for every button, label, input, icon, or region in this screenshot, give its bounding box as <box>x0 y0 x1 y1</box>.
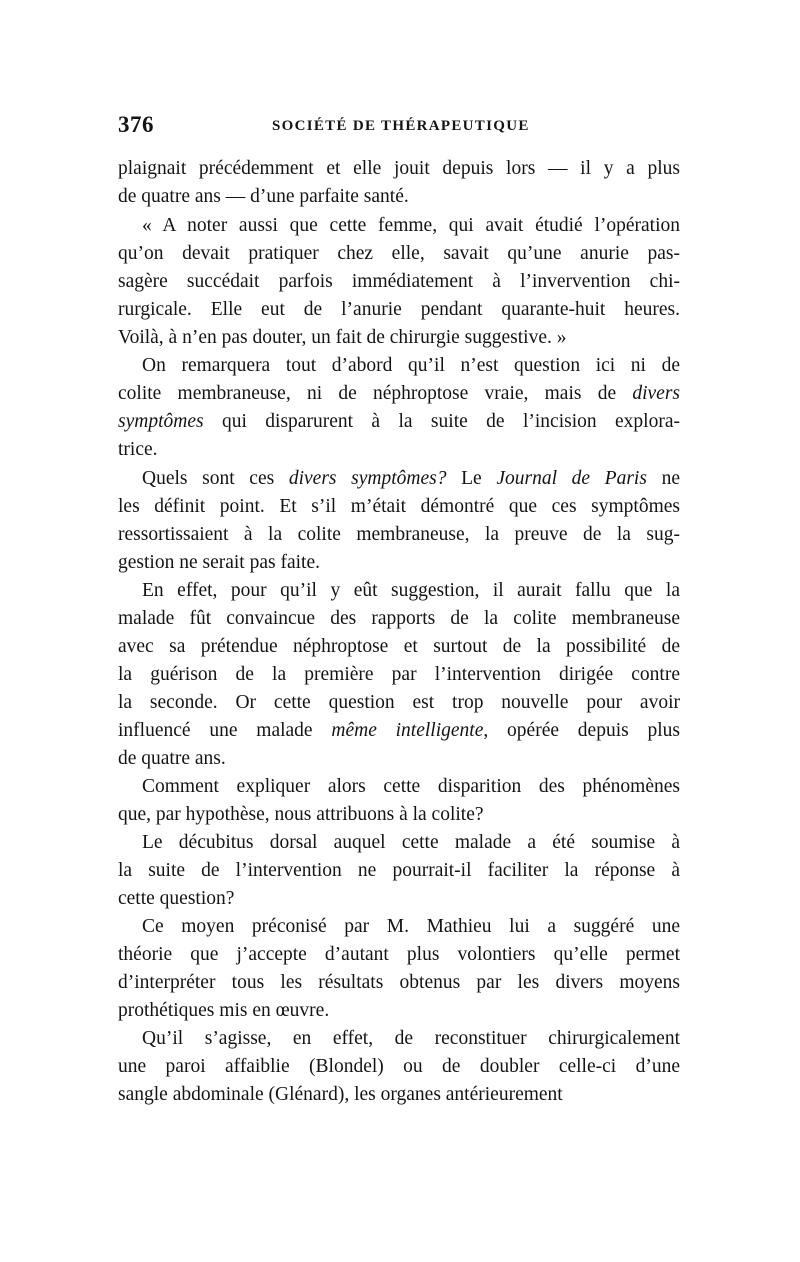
page-header <box>118 112 680 142</box>
text-segment: sangle abdominale (Glénard), les organes antérieurement <box>118 1084 563 1105</box>
text-segment: « A noter aussi que cette femme, qui avait étudié l’opération <box>142 215 680 236</box>
italic-text: même intelligente <box>331 720 484 741</box>
text-line <box>118 550 680 576</box>
italic-text: symptômes <box>118 411 204 432</box>
text-segment: cette question? <box>118 888 235 909</box>
text-line <box>118 998 680 1024</box>
text-segment: d’interpréter tous les résultats obtenus par les divers moyens <box>118 972 680 993</box>
text-segment: une paroi affaiblie (Blondel) ou de doubler celle-ci d’une <box>118 1056 680 1077</box>
text-segment: ne <box>646 468 681 489</box>
text-line <box>118 437 680 463</box>
text-segment: plaignait précédemment et elle jouit depuis lors — il y a plus <box>118 158 680 179</box>
text-segment: Quels sont ces <box>142 468 289 489</box>
italic-text: divers <box>632 383 680 404</box>
text-line <box>118 942 680 968</box>
running-head: SOCIÉTÉ DE THÉRAPEUTIQUE <box>272 118 530 134</box>
text-segment: la guérison de la première par l’intervention dirigée contre <box>118 664 680 685</box>
text-line <box>118 662 680 688</box>
text-line <box>142 466 680 492</box>
text-line <box>118 269 680 295</box>
text-segment: ressortissaient à la colite membraneuse, la preuve de la sug- <box>118 524 680 545</box>
text-segment: qui disparurent à la suite de l’incision explora- <box>203 411 680 432</box>
text-segment: Le <box>446 468 497 489</box>
text-segment: avec sa prétendue néphroptose et surtout de la possibilité de <box>118 636 680 657</box>
text-segment: gestion ne serait pas faite. <box>118 552 320 573</box>
text-segment: sagère succédait parfois immédiatement à l’invervention chi- <box>118 271 680 292</box>
text-line <box>118 156 680 182</box>
text-segment: , opérée depuis plus <box>483 720 680 741</box>
text-line <box>118 802 680 828</box>
text-line <box>118 718 680 744</box>
page-number: 376 <box>118 112 154 137</box>
text-line <box>118 886 680 912</box>
text-line <box>118 241 680 267</box>
text-segment: que, par hypothèse, nous attribuons à la colite? <box>118 804 484 825</box>
text-segment: influencé une malade <box>118 720 332 741</box>
text-line <box>142 830 680 856</box>
text-segment: de quatre ans. <box>118 748 226 769</box>
text-segment: prothétiques mis en œuvre. <box>118 1000 330 1021</box>
text-segment: Comment expliquer alors cette disparition des phénomènes <box>142 776 680 797</box>
text-segment: trice. <box>118 439 158 460</box>
text-segment: En effet, pour qu’il y eût suggestion, il aurait fallu que la <box>142 580 680 601</box>
text-line <box>142 353 680 379</box>
text-line <box>118 634 680 660</box>
text-line <box>142 914 680 940</box>
text-segment: malade fût convaincue des rapports de la colite membraneuse <box>118 608 680 629</box>
text-segment: la suite de l’intervention ne pourrait-il faciliter la réponse à <box>118 860 680 881</box>
text-segment: théorie que j’accepte d’autant plus volontiers qu’elle permet <box>118 944 680 965</box>
text-line <box>118 184 680 210</box>
text-segment: de quatre ans — d’une parfaite santé. <box>118 186 409 207</box>
text-line <box>118 746 680 772</box>
text-line <box>118 494 680 520</box>
text-segment: les définit point. Et s’il m’était démontré que ces symptômes <box>118 496 680 517</box>
text-line <box>118 1054 680 1080</box>
text-segment: On remarquera tout d’abord qu’il n’est question ici ni de <box>142 355 680 376</box>
text-segment: Le décubitus dorsal auquel cette malade a été soumise à <box>142 832 680 853</box>
italic-text: divers symptômes? <box>288 468 447 489</box>
text-segment: rurgicale. Elle eut de l’anurie pendant quarante-huit heures. <box>118 299 680 320</box>
text-line <box>142 213 680 239</box>
text-segment: qu’on devait pratiquer chez elle, savait qu’une anurie pas- <box>118 243 680 264</box>
text-line <box>118 606 680 632</box>
text-line <box>118 325 680 351</box>
text-line <box>118 970 680 996</box>
text-line <box>118 381 680 407</box>
text-line <box>142 774 680 800</box>
text-segment: la seconde. Or cette question est trop nouvelle pour avoir <box>118 692 680 713</box>
text-segment: Ce moyen préconisé par M. Mathieu lui a suggéré une <box>142 916 680 937</box>
text-line <box>142 1026 680 1052</box>
text-line <box>142 578 680 604</box>
text-line <box>118 690 680 716</box>
text-line <box>118 297 680 323</box>
text-segment: Qu’il s’agisse, en effet, de reconstituer chirurgicalement <box>142 1028 680 1049</box>
text-line <box>118 409 680 435</box>
text-line <box>118 522 680 548</box>
italic-text: Journal de Paris <box>496 468 647 489</box>
text-line <box>118 1082 680 1108</box>
text-segment: Voilà, à n’en pas douter, un fait de chirurgie suggestive. » <box>118 327 567 348</box>
text-segment: colite membraneuse, ni de néphroptose vraie, mais de <box>118 383 633 404</box>
text-line <box>118 858 680 884</box>
